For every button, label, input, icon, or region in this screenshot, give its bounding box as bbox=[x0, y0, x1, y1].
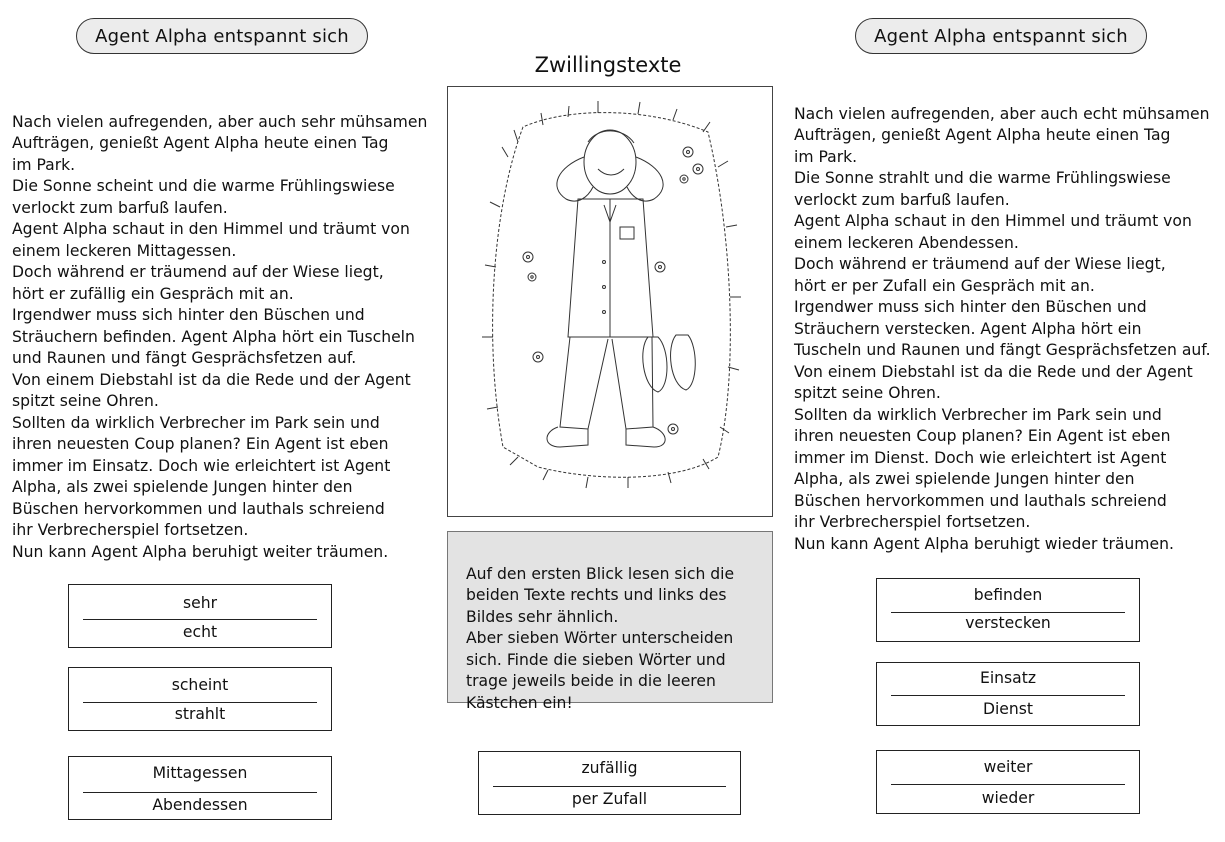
text-line: im Park. bbox=[12, 155, 76, 174]
text-line: Nun kann Agent Alpha beruhigt weiter träumen. bbox=[12, 542, 389, 561]
text-line: Alpha, als zwei spielende Jungen hinter den bbox=[794, 470, 1135, 488]
text-line: Nach vielen aufregenden, aber auch echt mühsamen bbox=[794, 104, 1210, 123]
text-line: Alpha, als zwei spielende Jungen hinter den bbox=[12, 478, 353, 496]
divider-line bbox=[891, 784, 1125, 785]
left-title-pill: Agent Alpha entspannt sich bbox=[76, 18, 368, 54]
text-line: Sollten da wirklich Verbrecher im Park sein und bbox=[12, 413, 380, 432]
text-line: spitzt seine Ohren. bbox=[794, 384, 941, 402]
word-original: zufällig bbox=[581, 759, 638, 777]
word-pair-box bbox=[876, 662, 1140, 726]
divider-line bbox=[891, 695, 1125, 696]
text-line: Aufträgen, genießt Agent Alpha heute einen Tag bbox=[794, 126, 1171, 144]
word-pair-box bbox=[876, 750, 1140, 814]
text-line: Agent Alpha schaut in den Himmel und träumt von bbox=[794, 212, 1192, 230]
word-variant: Dienst bbox=[982, 700, 1034, 718]
instruction-line: beiden Texte rechts und links des bbox=[466, 586, 727, 604]
agent-lying-in-grass-illustration bbox=[448, 87, 772, 516]
text-line: Von einem Diebstahl ist da die Rede und der Agent bbox=[794, 362, 1193, 381]
text-line: Irgendwer muss sich hinter den Büschen und bbox=[794, 298, 1147, 316]
divider-line bbox=[83, 792, 317, 793]
text-line: ihr Verbrecherspiel fortsetzen. bbox=[12, 521, 249, 539]
text-line: Die Sonne strahlt und die warme Frühlingswiese bbox=[794, 169, 1171, 187]
text-line: hört er zufällig ein Gespräch mit an. bbox=[12, 284, 294, 303]
word-original: scheint bbox=[171, 676, 229, 694]
text-line: ihren neuesten Coup planen? Ein Agent ist eben bbox=[12, 435, 389, 453]
word-variant: echt bbox=[182, 623, 218, 641]
instruction-line: sich. Finde die sieben Wörter und bbox=[466, 650, 726, 669]
word-variant: verstecken bbox=[965, 614, 1051, 632]
text-line: Sträuchern verstecken. Agent Alpha hört ein bbox=[794, 319, 1142, 338]
left-text bbox=[12, 90, 427, 585]
instruction-line: Auf den ersten Blick lesen sich die bbox=[466, 564, 735, 583]
text-line: verlockt zum barfuß laufen. bbox=[12, 198, 228, 217]
right-text bbox=[794, 82, 1211, 577]
text-line: und Raunen und fängt Gesprächsfetzen auf. bbox=[12, 349, 357, 367]
word-original: befinden bbox=[973, 586, 1043, 604]
instruction-box bbox=[447, 531, 773, 712]
text-line: immer im Einsatz. Doch wie erleichtert ist Agent bbox=[12, 456, 391, 475]
word-pair-box bbox=[68, 584, 332, 648]
agent-illustration bbox=[447, 86, 773, 517]
text-line: Agent Alpha schaut in den Himmel und träumt von bbox=[12, 220, 410, 238]
word-pair-box bbox=[876, 578, 1140, 642]
text-line: Doch während er träumend auf der Wiese liegt, bbox=[12, 263, 384, 281]
divider-line bbox=[83, 619, 317, 620]
divider-line bbox=[493, 786, 726, 787]
text-line: Büschen hervorkommen und lauthals schreiend bbox=[794, 491, 1167, 510]
text-line: Nach vielen aufregenden, aber auch sehr mühsamen bbox=[12, 112, 428, 131]
text-line: Irgendwer muss sich hinter den Büschen und bbox=[12, 306, 365, 324]
text-line: Von einem Diebstahl ist da die Rede und der Agent bbox=[12, 370, 411, 389]
right-title-pill: Agent Alpha entspannt sich bbox=[855, 18, 1147, 54]
word-pair-box bbox=[68, 667, 332, 731]
word-variant: strahlt bbox=[174, 705, 226, 723]
text-line: Doch während er träumend auf der Wiese liegt, bbox=[794, 255, 1166, 273]
instruction-line: Bildes sehr ähnlich. bbox=[466, 607, 619, 626]
text-line: spitzt seine Ohren. bbox=[12, 392, 159, 410]
text-line: einem leckeren Mittagessen. bbox=[12, 241, 237, 260]
word-pair-box bbox=[478, 751, 741, 815]
word-original: Einsatz bbox=[979, 669, 1037, 687]
text-line: verlockt zum barfuß laufen. bbox=[794, 190, 1010, 209]
text-line: Aufträgen, genießt Agent Alpha heute einen Tag bbox=[12, 134, 389, 152]
text-line: einem leckeren Abendessen. bbox=[794, 233, 1019, 252]
text-line: ihren neuesten Coup planen? Ein Agent ist eben bbox=[794, 427, 1171, 445]
text-line: im Park. bbox=[794, 147, 858, 166]
word-pair-box bbox=[68, 756, 332, 820]
text-line: Nun kann Agent Alpha beruhigt wieder träumen. bbox=[794, 534, 1174, 553]
word-original: weiter bbox=[983, 758, 1033, 776]
text-line: immer im Dienst. Doch wie erleichtert ist Agent bbox=[794, 448, 1167, 467]
divider-line bbox=[891, 612, 1125, 613]
instruction-line: trage jeweils beide in die leeren bbox=[466, 672, 716, 690]
text-line: hört er per Zufall ein Gespräch mit an. bbox=[794, 276, 1095, 295]
text-line: ihr Verbrecherspiel fortsetzen. bbox=[794, 513, 1031, 531]
word-variant: Abendessen bbox=[152, 796, 248, 814]
text-line: Büschen hervorkommen und lauthals schreiend bbox=[12, 499, 385, 518]
word-variant: wieder bbox=[981, 789, 1035, 807]
text-line: Die Sonne scheint und die warme Frühlingswiese bbox=[12, 177, 395, 195]
center-heading: Zwillingstexte bbox=[534, 53, 682, 77]
divider-line bbox=[83, 702, 317, 703]
word-variant: per Zufall bbox=[571, 790, 648, 808]
text-line: Sträuchern befinden. Agent Alpha hört ein Tuscheln bbox=[12, 327, 415, 346]
word-original: Mittagessen bbox=[152, 764, 248, 782]
instruction-line: Kästchen ein! bbox=[466, 693, 573, 712]
word-original: sehr bbox=[182, 594, 217, 612]
text-line: Sollten da wirklich Verbrecher im Park sein und bbox=[794, 405, 1162, 424]
text-line: Tuscheln und Raunen und fängt Gesprächsfetzen auf. bbox=[794, 341, 1211, 359]
instruction-line: Aber sieben Wörter unterscheiden bbox=[466, 629, 734, 647]
